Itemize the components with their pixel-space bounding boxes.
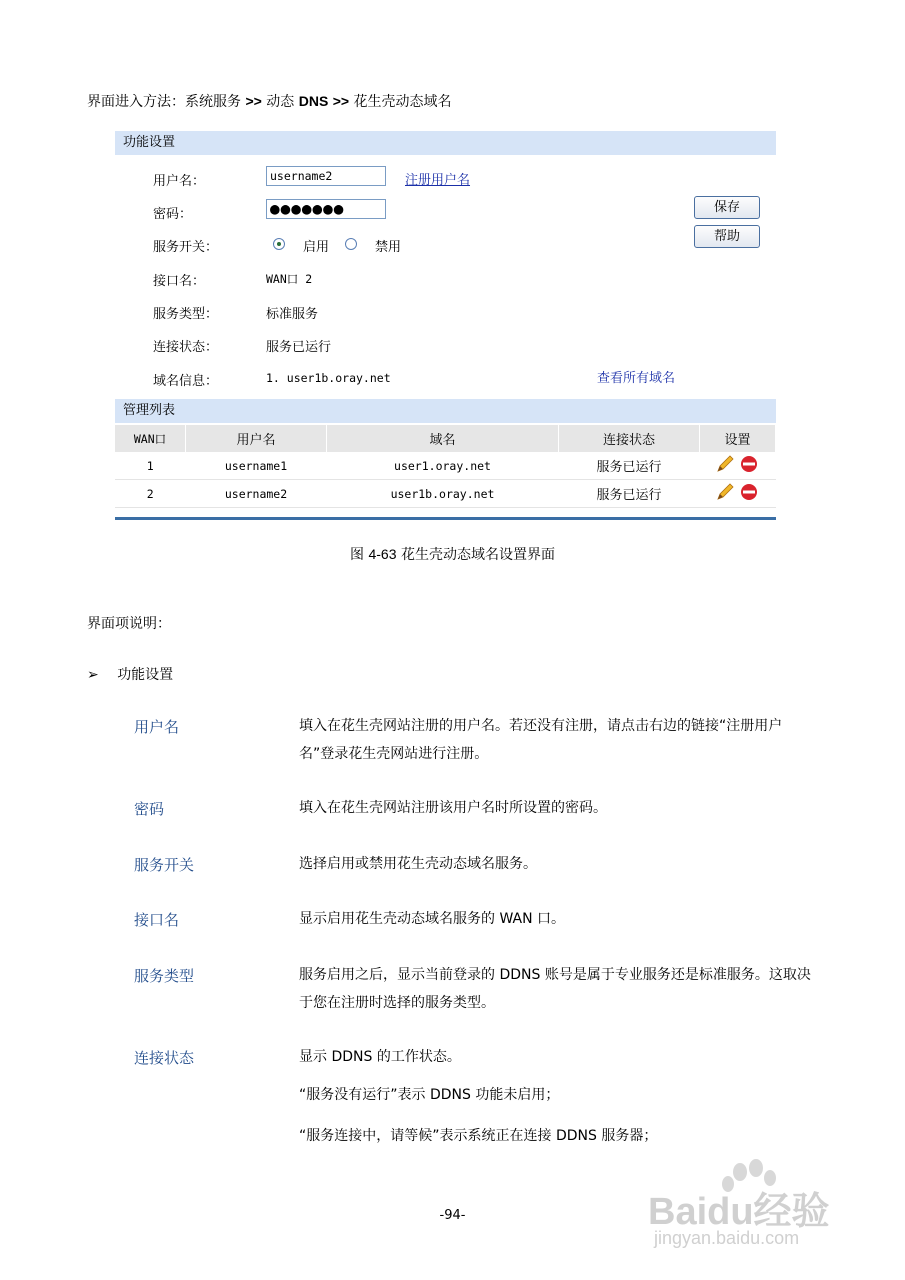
arrow-bullet-icon: ➢ xyxy=(87,667,99,683)
enable-label: 启用 xyxy=(303,240,330,255)
caption-text: 花生壳动态域名设置界面 xyxy=(400,547,555,563)
enable-radio[interactable] xyxy=(273,238,285,250)
manage-list-header: 管理列表 xyxy=(115,399,776,423)
nav-path-dns: DNS xyxy=(298,93,329,109)
service-type-label: 服务类型： xyxy=(153,307,219,322)
nav-path-last: 花生壳动态域名 xyxy=(353,94,452,110)
cell-domain: user1b.oray.net xyxy=(327,480,559,508)
desc-service-type: 服务启用之后，显示当前登录的 DDNS 账号是属于专业服务还是标准服务。这取决于您在注册时选择的服务类型。 xyxy=(299,967,811,1011)
username-input[interactable]: username2 xyxy=(266,166,386,186)
term-password: 密码 xyxy=(134,800,165,818)
nav-path-mid: 动态 xyxy=(266,94,295,110)
delete-icon[interactable] xyxy=(741,456,757,472)
baidu-jingyan-watermark xyxy=(648,1158,858,1258)
row-actions xyxy=(715,455,761,473)
help-button[interactable]: 帮助 xyxy=(694,225,760,248)
cell-status: 服务已运行 xyxy=(559,452,700,480)
password-input[interactable]: ●●●●●●● xyxy=(266,199,386,219)
caption-number: 4-63 xyxy=(368,546,397,562)
caption-prefix: 图 xyxy=(350,547,365,563)
desc-connection-status: 显示 DDNS 的工作状态。 xyxy=(299,1049,461,1065)
col-settings: 设置 xyxy=(700,425,776,452)
nav-path-sep-1: >> xyxy=(245,93,262,109)
page-number: -94- xyxy=(439,1208,466,1223)
term-connection-status: 连接状态 xyxy=(134,1049,195,1067)
register-username-link[interactable]: 注册用户名 xyxy=(405,173,471,188)
col-conn-status: 连接状态 xyxy=(559,425,700,452)
status-note: “服务连接中，请等候”表示系统正在连接 DDNS 服务器； xyxy=(299,1128,658,1144)
desc-interface: 显示启用花生壳动态域名服务的 WAN 口。 xyxy=(299,911,566,927)
cell-domain: user1.oray.net xyxy=(327,452,559,480)
connection-status-label: 连接状态： xyxy=(153,340,219,355)
interface-label: 接口名： xyxy=(153,274,206,289)
term-service-switch: 服务开关 xyxy=(134,856,195,874)
delete-icon[interactable] xyxy=(741,484,757,500)
nav-path-sep-2: >> xyxy=(332,93,350,109)
status-note: “服务没有运行”表示 DDNS 功能未启用； xyxy=(299,1087,560,1103)
row-actions xyxy=(715,483,761,501)
section-title: 功能设置 xyxy=(117,667,174,683)
password-label: 密码： xyxy=(153,207,193,222)
table-row xyxy=(115,480,776,508)
term-service-type: 服务类型 xyxy=(134,967,195,985)
cell-status: 服务已运行 xyxy=(559,480,700,508)
cell-wan: 2 xyxy=(115,480,186,508)
domain-info-value: 1. user1b.oray.net xyxy=(266,371,391,385)
connection-status-value: 服务已运行 xyxy=(266,340,332,355)
service-switch-label: 服务开关： xyxy=(153,240,219,255)
col-wan: WAN口 xyxy=(115,425,186,452)
ddns-settings-panel xyxy=(115,131,776,521)
figure-caption xyxy=(0,544,905,564)
save-button[interactable]: 保存 xyxy=(694,196,760,219)
desc-username: 填入在花生壳网站注册的用户名。若还没有注册，请点击右边的链接“注册用户名”登录花生壳网站进行注册。 xyxy=(299,718,783,762)
cell-wan: 1 xyxy=(115,452,186,480)
interface-value: WAN口 2 xyxy=(266,272,313,286)
cell-actions xyxy=(700,480,776,508)
username-label: 用户名： xyxy=(153,174,206,189)
func-settings-header: 功能设置 xyxy=(115,131,776,155)
service-type-value: 标准服务 xyxy=(266,307,319,322)
view-all-domains-link[interactable]: 查看所有域名 xyxy=(597,371,676,386)
manage-list-table xyxy=(115,425,776,508)
table-header-row xyxy=(115,425,776,452)
nav-path-prefix: 界面进入方法：系统服务 xyxy=(87,94,241,110)
edit-pencil-icon[interactable] xyxy=(718,456,733,471)
disable-label: 禁用 xyxy=(375,240,402,255)
cell-username: username1 xyxy=(186,452,327,480)
section-bullet xyxy=(87,664,173,684)
edit-pencil-icon[interactable] xyxy=(718,484,733,499)
desc-password: 填入在花生壳网站注册该用户名时所设置的密码。 xyxy=(299,800,607,816)
table-row xyxy=(115,452,776,480)
cell-username: username2 xyxy=(186,480,327,508)
cell-actions xyxy=(700,452,776,480)
col-username: 用户名 xyxy=(186,425,327,452)
term-interface: 接口名 xyxy=(134,911,180,929)
domain-info-label: 域名信息： xyxy=(153,374,219,389)
intro-text: 界面项说明： xyxy=(87,616,171,632)
panel-bottom-border xyxy=(115,517,776,520)
watermark-url: jingyan.baidu.com xyxy=(654,1228,800,1248)
col-domain: 域名 xyxy=(327,425,559,452)
desc-service-switch: 选择启用或禁用花生壳动态域名服务。 xyxy=(299,856,537,872)
disable-radio[interactable] xyxy=(345,238,357,250)
watermark-brand: Baidu经验 xyxy=(648,1191,830,1233)
nav-path xyxy=(87,91,452,111)
term-username: 用户名 xyxy=(134,718,180,736)
